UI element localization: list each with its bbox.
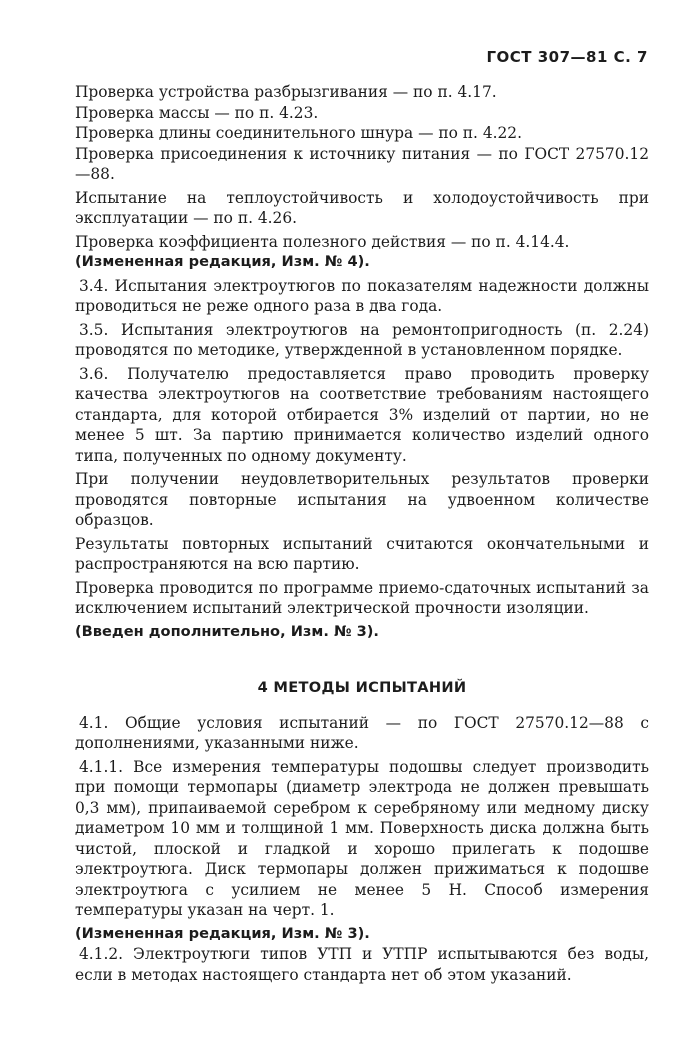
paragraph: 3.4. Испытания электроутюгов по показателям надежности должны проводиться не реже одного раза в два года. [75,276,649,315]
paragraph: Результаты повторных испытаний считаются окончательными и распространяются на всю партию. [75,534,649,573]
amendment-note: (Измененная редакция, Изм. № 3). [75,924,370,942]
paragraph: 3.6. Получателю предоставляется право проводить проверку качества электроутюгов на соответствие требованиям настоящего стандарта, для которой отбирается 3% изделий от партии, но не менее 5 шт. За партию принимается количество изделий одного типа, полученных по одному документу. [75,364,649,465]
paragraph: 4.1.2. Электроутюги типов УТП и УТПР испытываются без воды, если в методах настоящего стандарта нет об этом указаний. [75,945,649,984]
paragraph: Проверка проводится по программе приемо-сдаточных испытаний за исключением испытаний электрической прочности изоляции. [75,578,649,617]
paragraph: Проверка коэффициента полезного действия — по п. 4.14.4. [75,232,570,251]
paragraph: Проверка присоединения к источнику питания — по ГОСТ 27570.12—88. [75,144,649,183]
paragraph: Проверка длины соединительного шнура — по п. 4.22. [75,124,522,142]
document-body [75,82,649,985]
paragraph: 4.1.1. Все измерения температуры подошвы следует производить при помощи термопары (диаметр электрода не должен превышать 0,3 мм), припаиваемой серебром к серебряному или медному диску диаметром 10 мм и толщиной 1 мм. Поверхность диска должна быть чистой, плоской и гладкой и хорошо прилегать к подошве электроутюга. Диск термопары должен прижиматься к подошве электроутюга с усилием не менее 5 Н. Способ измерения температуры указан на черт. 1. [75,757,649,919]
amendment-note: (Измененная редакция, Изм. № 4). [75,253,370,270]
amendment-note: (Введен дополнительно, Изм. № 3). [75,622,379,640]
paragraph: Испытание на теплоустойчивость и холодоустойчивость при эксплуатации — по п. 4.26. [75,188,649,227]
paragraph: При получении неудовлетворительных результатов проверки проводятся повторные испытания на удвоенном количестве образцов. [75,470,649,529]
paragraph: 3.5. Испытания электроутюгов на ремонтопригодность (п. 2.24) проводятся по методике, утвержденной в установленном порядке. [75,320,649,359]
section-title: 4 МЕТОДЫ ИСПЫТАНИЙ [257,679,467,696]
paragraph: Проверка массы — по п. 4.23. [75,103,319,122]
paragraph: Проверка устройства разбрызгивания — по п. 4.17. [75,83,497,101]
running-header: ГОСТ 307—81 С. 7 [486,48,648,66]
paragraph: 4.1. Общие условия испытаний — по ГОСТ 27570.12—88 с дополнениями, указанными ниже. [75,713,649,752]
